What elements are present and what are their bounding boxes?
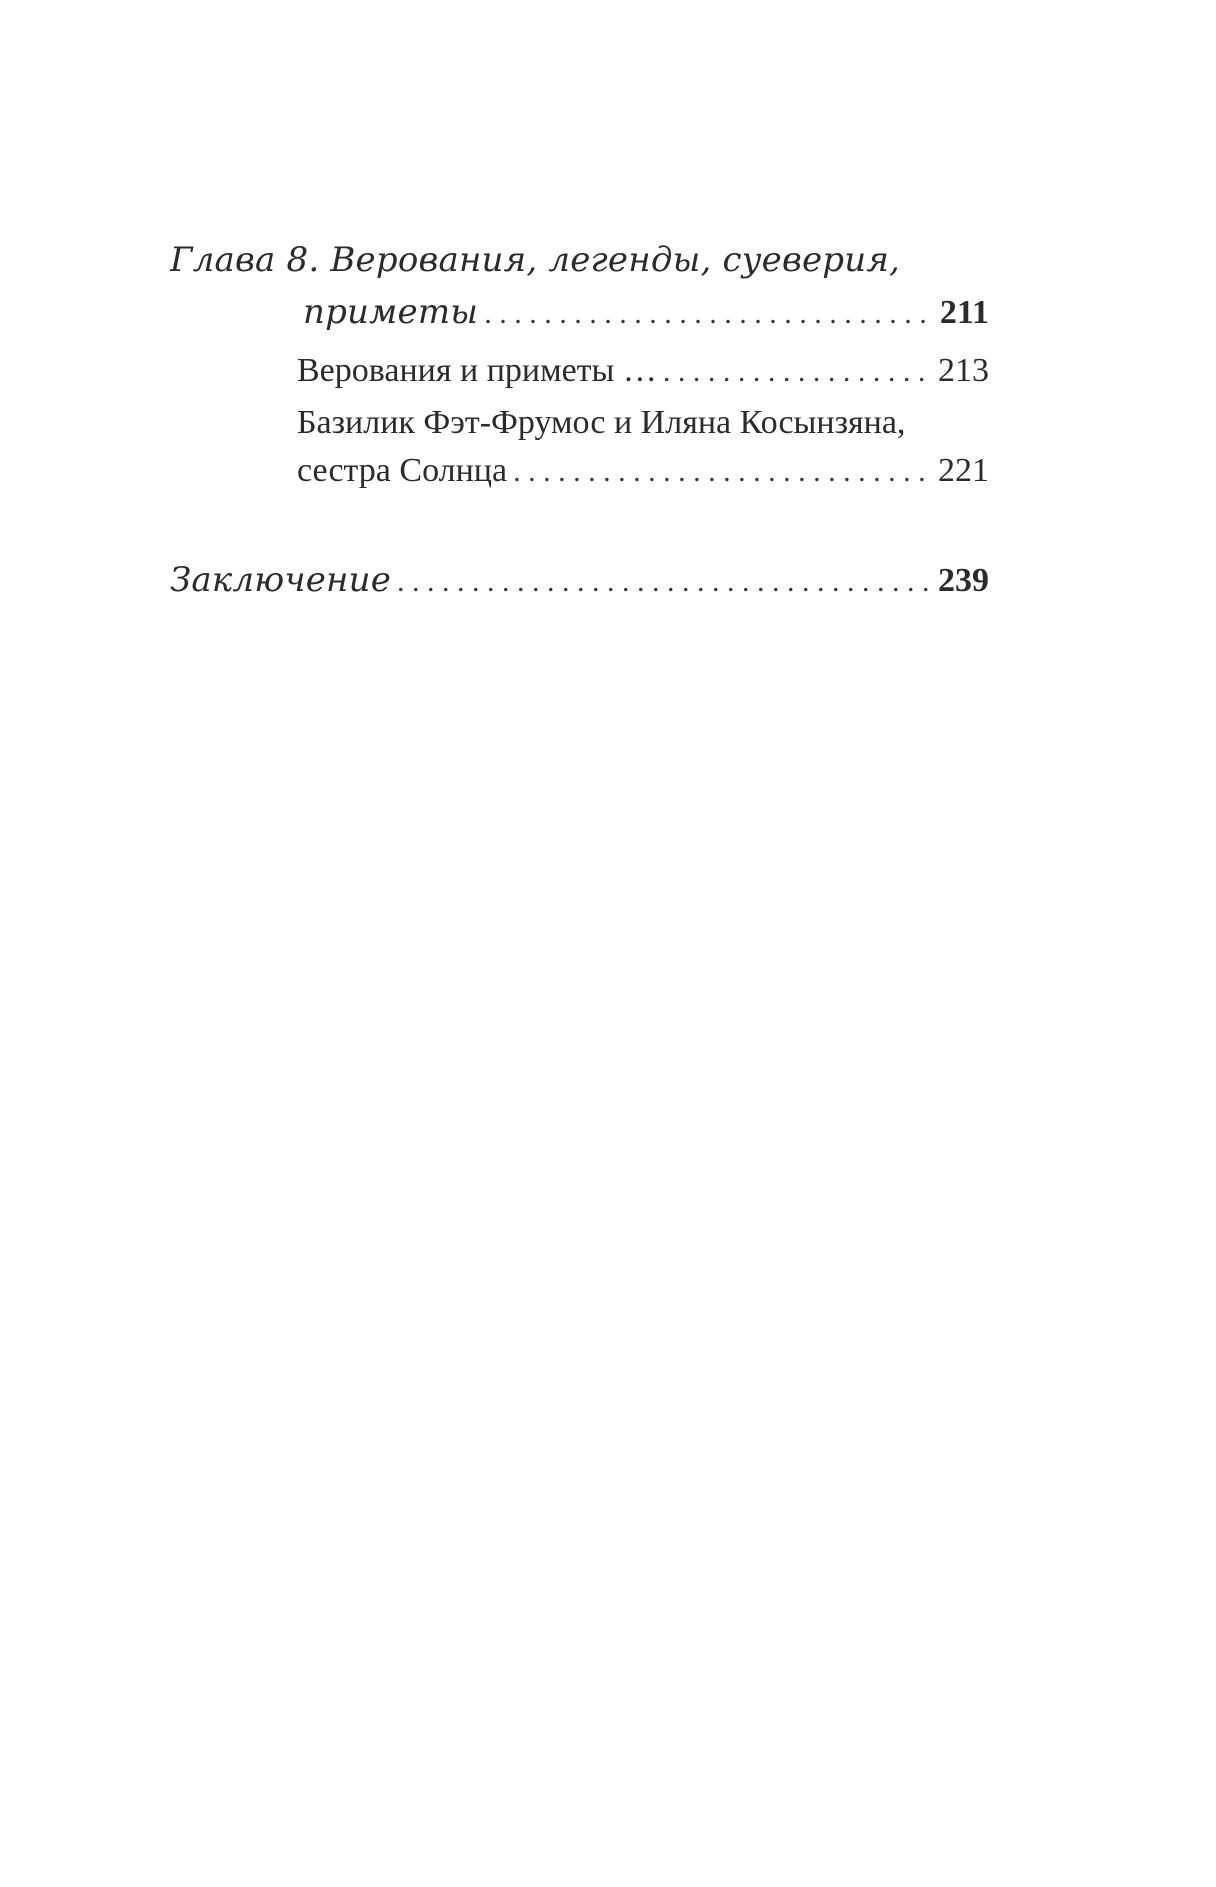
leader-dots [484, 297, 934, 331]
conclusion-title: Заключение [170, 560, 392, 600]
conclusion-page-number: 239 [938, 562, 989, 599]
leader-dots [397, 565, 932, 599]
chapter-8-title-text: Глава 8. Верования, легенды, суеверия, [170, 240, 901, 280]
section-page-number: 221 [938, 452, 989, 489]
section-title: Базилик Фэт-Фрумос и Иляна Косынзяна, [297, 404, 906, 441]
section-page-number: 213 [938, 352, 989, 389]
section-title: Верования и приметы … [297, 352, 657, 389]
chapter-8-title-continued: приметы [303, 292, 479, 332]
leader-dots [513, 455, 932, 489]
section-entry[interactable] [297, 352, 989, 390]
conclusion-entry[interactable] [170, 560, 989, 600]
section-title-continued: сестра Солнца [297, 452, 508, 489]
leader-dots [663, 355, 932, 389]
section-title-line-1 [297, 404, 989, 442]
section-entry[interactable] [297, 452, 989, 490]
chapter-8-entry[interactable] [303, 292, 989, 332]
chapter-8-page-number: 211 [939, 294, 989, 331]
chapter-8-title-line-1 [170, 240, 990, 280]
